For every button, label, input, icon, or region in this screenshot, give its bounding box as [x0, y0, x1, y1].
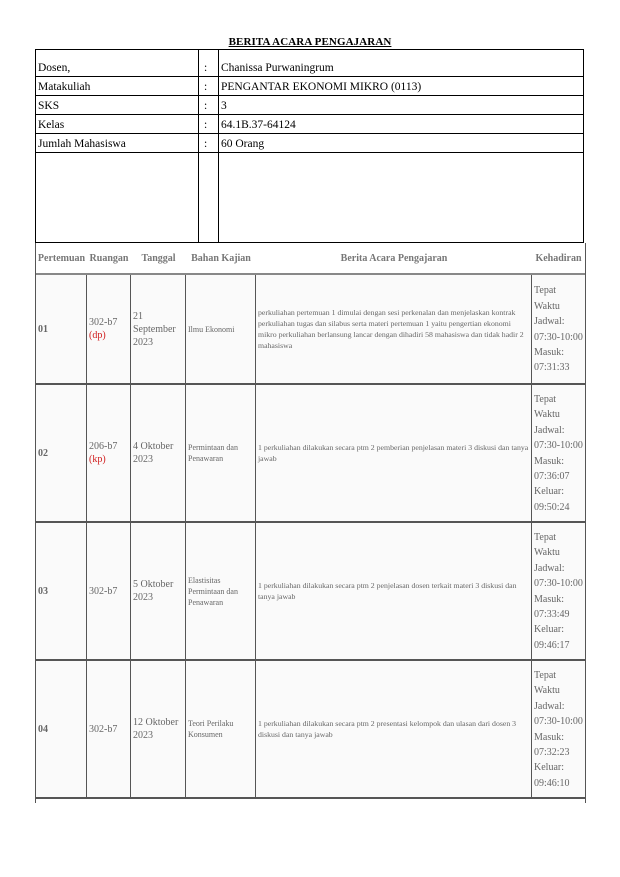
- info-blank-row: [36, 153, 584, 243]
- cell-berita-acara: 1 perkuliahan dilakukan secara ptm 2 presentasi kelompok dan ulasan dari dosen 3 diskusi dan tanya jawab: [256, 661, 532, 799]
- info-value-sks: 3: [219, 96, 584, 115]
- cell-pertemuan: 04: [36, 661, 87, 799]
- document-title: BERITA ACARA PENGAJARAN: [228, 36, 392, 48]
- cell-tanggal: 21 September 2023: [131, 275, 186, 385]
- header-pertemuan: Pertemuan: [36, 243, 87, 275]
- room-type-badge: (kp): [89, 454, 106, 465]
- table-row: [36, 385, 585, 523]
- info-value-jumlah-mahasiswa: 60 Orang: [219, 134, 584, 153]
- info-colon: :: [199, 50, 219, 77]
- info-value-dosen: Chanissa Purwaningrum: [219, 50, 584, 77]
- cell-bahan-kajian: Teori Perilaku Konsumen: [186, 661, 256, 799]
- info-row-dosen: [36, 50, 584, 77]
- cell-ruangan: [87, 385, 131, 523]
- info-colon: :: [199, 115, 219, 134]
- cell-kehadiran: Tepat Waktu Jadwal: 07:30-10:00 Masuk: 07:31:33: [532, 275, 585, 385]
- info-value-kelas: 64.1B.37-64124: [219, 115, 584, 134]
- header-tanggal: Tanggal: [131, 243, 186, 275]
- room-type-badge: (dp): [89, 330, 106, 341]
- cell-ruangan: [87, 661, 131, 799]
- room-code: 302-b7: [89, 585, 118, 597]
- header-bahan-kajian: Bahan Kajian: [186, 243, 256, 275]
- cell-tanggal: 5 Oktober 2023: [131, 523, 186, 661]
- room-code: 302-b7: [89, 723, 118, 735]
- cell-pertemuan: 01: [36, 275, 87, 385]
- info-colon: :: [199, 134, 219, 153]
- info-colon: :: [199, 96, 219, 115]
- info-row-kelas: [36, 115, 584, 134]
- info-label: Jumlah Mahasiswa: [36, 134, 199, 153]
- info-label: SKS: [36, 96, 199, 115]
- info-label: Matakuliah: [36, 77, 199, 96]
- table-row: [36, 661, 585, 799]
- cell-kehadiran: Tepat Waktu Jadwal: 07:30-10:00 Masuk: 07:32:23 Keluar: 09:46:10: [532, 661, 585, 799]
- course-info-table: [35, 49, 584, 243]
- room-code: 206-b7: [89, 441, 118, 452]
- table-header-row: [36, 243, 585, 275]
- header-ruangan: Ruangan: [87, 243, 131, 275]
- cell-berita-acara: 1 perkuliahan dilakukan secara ptm 2 pemberian penjelasan materi 3 diskusi dan tanya jawab: [256, 385, 532, 523]
- header-kehadiran: Kehadiran: [532, 243, 585, 275]
- info-value-matakuliah: PENGANTAR EKONOMI MIKRO (0113): [219, 77, 584, 96]
- table-row: [36, 523, 585, 661]
- cell-berita-acara: 1 perkuliahan dilakukan secara ptm 2 penjelasan dosen terkait materi 3 diskusi dan tanya jawab: [256, 523, 532, 661]
- cell-bahan-kajian: Elastisitas Permintaan dan Penawaran: [186, 523, 256, 661]
- attendance-table: [36, 243, 585, 799]
- cell-kehadiran: Tepat Waktu Jadwal: 07:30-10:00 Masuk: 07:33:49 Keluar: 09:46:17: [532, 523, 585, 661]
- info-label: Dosen,: [36, 50, 199, 77]
- cell-ruangan: [87, 275, 131, 385]
- info-row-jumlah-mahasiswa: [36, 134, 584, 153]
- info-row-matakuliah: [36, 77, 584, 96]
- info-label: Kelas: [36, 115, 199, 134]
- cell-tanggal: 4 Oktober 2023: [131, 385, 186, 523]
- cell-kehadiran: Tepat Waktu Jadwal: 07:30-10:00 Masuk: 07:36:07 Keluar: 09:50:24: [532, 385, 585, 523]
- attendance-table-container: [35, 243, 586, 803]
- cell-bahan-kajian: Permintaan dan Penawaran: [186, 385, 256, 523]
- cell-pertemuan: 02: [36, 385, 87, 523]
- info-row-sks: [36, 96, 584, 115]
- cell-tanggal: 12 Oktober 2023: [131, 661, 186, 799]
- cell-ruangan: [87, 523, 131, 661]
- cell-pertemuan: 03: [36, 523, 87, 661]
- info-colon: :: [199, 77, 219, 96]
- cell-berita-acara: perkuliahan pertemuan 1 dimulai dengan sesi perkenalan dan menjelaskan kontrak perkuliahan tugas dan silabus serta materi pertemuan 1 yaitu pengertian ekonomi mikro perkuliahan berlansung lancar dengan dihadiri 58 mahasiswa dan tidak hadir 2 mahasiswa: [256, 275, 532, 385]
- room-code: 302-b7: [89, 317, 118, 328]
- table-row: [36, 275, 585, 385]
- header-berita-acara: Berita Acara Pengajaran: [256, 243, 532, 275]
- cell-bahan-kajian: Ilmu Ekonomi: [186, 275, 256, 385]
